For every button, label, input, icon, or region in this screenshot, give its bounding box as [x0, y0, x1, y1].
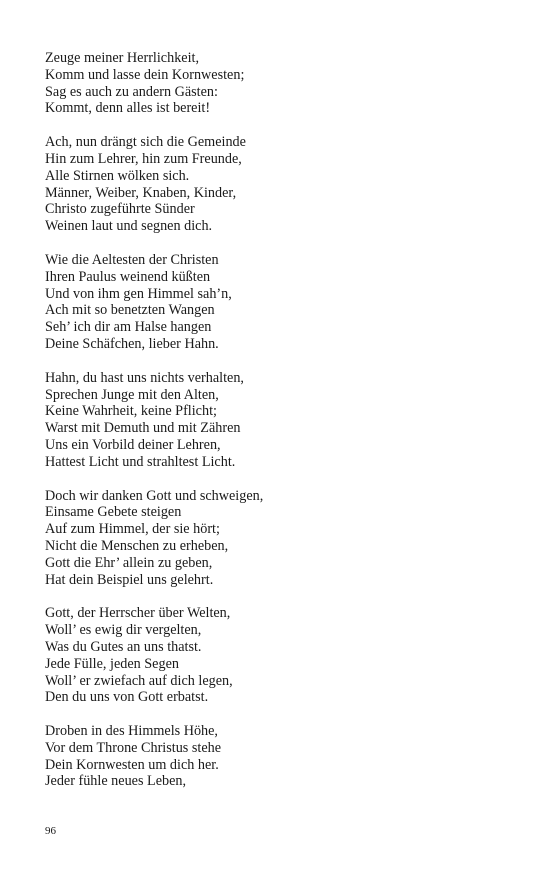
poem-line: Zeuge meiner Herrlichkeit, [45, 50, 200, 66]
poem-line: Jede Fülle, jeden Segen [45, 655, 179, 672]
poem-line: Vor dem Throne Christus stehe [45, 739, 222, 756]
poem-line: Sprechen Junge mit den Alten, [45, 386, 219, 403]
poem-line: Hahn, du hast uns nichts verhalten, [45, 369, 244, 386]
poem-line: Männer, Weiber, Knaben, Kinder, [45, 184, 237, 201]
stanza-1 [45, 50, 515, 117]
poem-line: Auf zum Himmel, der sie hört; [45, 521, 220, 538]
poem-line: Uns ein Vorbild deiner Lehren, [45, 436, 221, 453]
poem-line: Woll’ er zwiefach auf dich legen, [45, 672, 233, 689]
poem-line: Hat dein Beispiel uns gelehrt. [45, 571, 214, 588]
stanza-3 [45, 252, 515, 353]
poem-line: Keine Wahrheit, keine Pflicht; [45, 403, 217, 420]
poem-line: Alle Stirnen wölken sich. [45, 167, 190, 184]
poem-line: Ach mit so benetzten Wangen [45, 302, 215, 319]
poem-line: Doch wir danken Gott und schweigen, [45, 487, 264, 504]
poem-line: Warst mit Demuth und mit Zähren [45, 420, 241, 437]
poem-line: Sag es auch zu andern Gästen: [45, 83, 218, 100]
poem-line: Jeder fühle neues Leben, [45, 773, 187, 790]
poem-line: Gott die Ehr’ allein zu geben, [45, 554, 213, 571]
poem-line: Hin zum Lehrer, hin zum Freunde, [45, 150, 242, 167]
poem-line: Ihren Paulus weinend küßten [45, 268, 211, 285]
poem-line: Seh’ ich dir am Halse hangen [45, 319, 212, 336]
poem-line: Woll’ es ewig dir vergelten, [45, 622, 202, 639]
poem-line: Nicht die Menschen zu erheben, [45, 537, 229, 554]
stanza-2 [45, 134, 515, 235]
poem-line: Ach, nun drängt sich die Gemeinde [45, 134, 246, 151]
page-number: 96 [45, 825, 56, 837]
stanza-5 [45, 488, 515, 589]
poem-line: Einsame Gebete steigen [45, 504, 182, 521]
stanza-7 [45, 723, 515, 790]
stanza-6 [45, 605, 515, 706]
poem-line: Weinen laut und segnen dich. [45, 218, 213, 235]
poem-line: Gott, der Herrscher über Welten, [45, 605, 231, 622]
stanza-4 [45, 370, 515, 471]
poem-line: Hattest Licht und strahltest Licht. [45, 453, 236, 470]
poem-line: Komm und lasse dein Kornwesten; [45, 66, 245, 83]
poem-line: Dein Kornwesten um dich her. [45, 756, 219, 773]
poem-line: Und von ihm gen Himmel sah’n, [45, 285, 232, 302]
poem-body [45, 50, 515, 807]
poem-line: Christo zugeführte Sünder [45, 201, 195, 218]
poem-line: Droben in des Himmels Höhe, [45, 723, 218, 740]
poem-line: Wie die Aeltesten der Christen [45, 251, 219, 268]
poem-line: Kommt, denn alles ist bereit! [45, 100, 211, 117]
poem-line: Was du Gutes an uns thatst. [45, 638, 202, 655]
poem-line: Deine Schäfchen, lieber Hahn. [45, 335, 219, 352]
poem-line: Den du uns von Gott erbatst. [45, 689, 209, 706]
